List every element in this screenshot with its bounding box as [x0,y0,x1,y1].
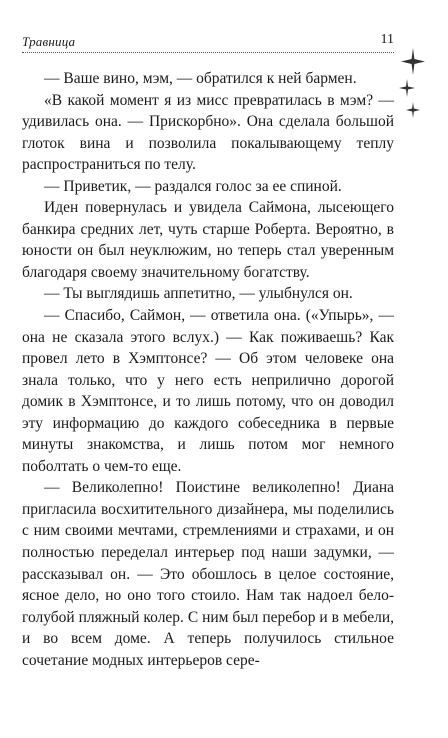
header-divider [22,52,394,53]
page-number: 11 [380,32,394,47]
paragraph: — Ваше вино, мэм, — обратился к ней бармен. [44,70,357,87]
sparkle-icon [393,46,433,136]
paragraph: Иден повернулась и увидела Саймона, лысеющего банкира средних лет, чуть старше Роберта. Вероятно, в юности он был неуклюжим, но теперь стал уверенным благодаря своему значительному богатству. [22,199,394,281]
paragraph: «В какой момент я из мисс превратилась в мэм? — удивилась она. — Прискорбно». Она сделала большой глоток вина и позволила покалывающему теплу распространиться по телу. [22,91,394,174]
body-text [22,68,394,671]
paragraph: — Спасибо, Саймон, — ответила она. («Упырь», — она не сказала этого вслух.) — Как поживаешь? Как провел лето в Хэмптонсе? — Об этом человеке она знала только, что у него есть неприлично дорогой домик в Хэмптонсе, и то лишь потому, что он доводил эту информацию до каждого собеседника в первые минуты знакомства, и лишь потом мог немного поболтать о чем-то еще. [22,307,394,475]
paragraph: — Приветик, — раздался голос за ее спиной. [44,177,342,195]
paragraph: — Великолепно! Поистине великолепно! Диана пригласила восхитительного дизайнера, мы поделились с ним своими мечтами, стремлениями и страхами, и он полностью переделал интерьер под наши задумки, — рассказывал он. — Это обошлось в целое состояние, ясное дело, но оно того стоило. Нам так надоел бело-голубой пляжный колер. С ним был перебор и в мебели, и во всем доме. А теперь получилось стильное сочетание модных интерьеров сере- [22,479,394,669]
running-header [22,30,394,52]
paragraph: — Ты выглядишь аппетитно, — улыбнулся он. [44,285,353,303]
book-title: Травница [22,34,76,49]
